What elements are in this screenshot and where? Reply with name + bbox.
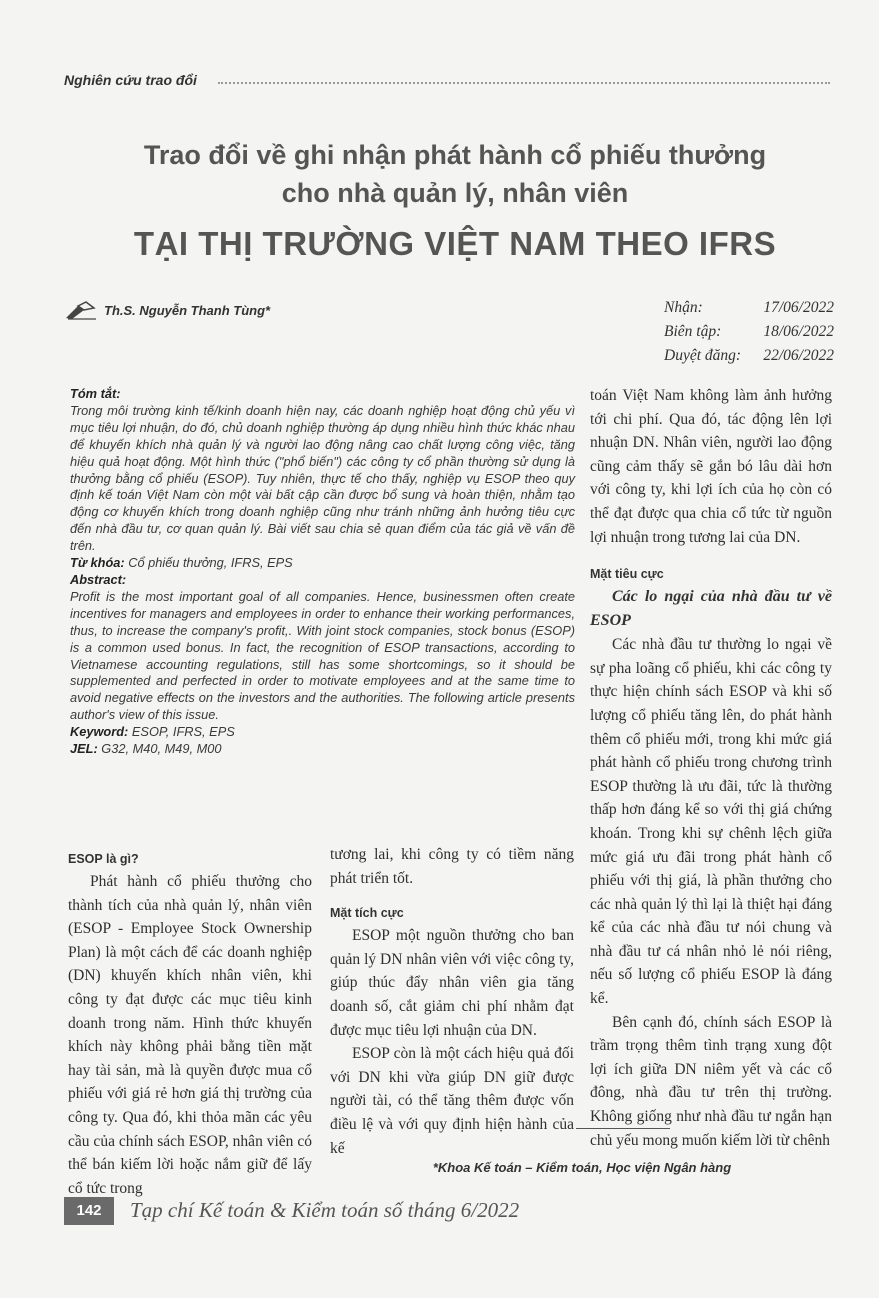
column-left [68,848,312,1200]
paragraph: Các nhà đầu tư thường lo ngại về sự pha loãng cổ phiếu, khi các công ty thực hiện chính sách ESOP và khi số lượng cổ phiếu tăng lên, do phát hành thêm cổ phiếu mới, trong khi mức giá phát hành cổ phiếu trong chương trình ESOP thường là ưu đãi, tức là thường thấp hơn đáng kể so với thị giá chứng khoán. Trong khi sự chênh lệch giữa mức giá ưu đãi trong phát hành cổ phiếu với thị giá, là phần thưởng cho các nhà quản lý thì lại là thiệt hại đáng kể của các nhà đầu tư nói chung và nhà đầu tư cá nhân nhỏ lẻ nói riêng, nếu số lượng cổ phiếu ESOP là đáng kể. [590,636,832,1008]
summary-label: Tóm tắt: [70,386,121,401]
author-byline [64,300,270,320]
title-line-2: cho nhà quản lý, nhân viên [281,178,629,208]
title-line-1: Trao đổi về ghi nhận phát hành cổ phiếu thưởng [143,140,767,170]
paragraph: Bên cạnh đó, chính sách ESOP là trầm trọng thêm tình trạng xung đột lợi ích giữa DN niêm yết và các cổ đông, nhà đầu tư trên thị trường. Không giống như nhà đầu tư ngắn hạn chủ yếu mong muốn kiếm lời từ chênh [590,1013,832,1149]
paragraph: tương lai, khi công ty có tiềm năng phát triển tốt. [330,846,574,887]
article-title [60,136,850,268]
date-edited: Biên tập: 18/06/2022 [664,323,834,340]
date-approved: Duyệt đăng: 22/06/2022 [664,347,834,364]
header-divider [218,82,830,84]
paragraph: toán Việt Nam không làm ảnh hưởng tới chi phí. Qua đó, tác động lên lợi nhuận DN. Nhân viên, người lao động cũng cảm thấy sẽ gắn bó lâu dài hơn với công ty, khi lợi ích của họ còn có thể đạt được qua chia cổ tức từ nguồn lợi nhuận trong tương lai của DN. [590,387,832,546]
jel-codes: JEL: G32, M40, M49, M00 [70,741,222,757]
abstract-box [70,386,575,758]
footnote-divider [576,1128,670,1129]
column-right [590,384,832,1152]
page-number: 142 [64,1197,114,1225]
heading-negative: Mặt tiêu cực [590,567,664,582]
author-name: Th.S. Nguyễn Thanh Tùng* [104,302,271,318]
subheading-investor-concerns: Các lo ngại của nhà đầu tư về ESOP [590,588,832,630]
paragraph: ESOP một nguồn thưởng cho ban quản lý DN nhân viên với việc công ty, giúp thúc đẩy nhân viên gia tăng doanh số, cắt giảm chi phí nhằm đạt được mục tiêu lợi nhuận của DN. [330,927,574,1039]
summary-text: Trong môi trường kinh tế/kinh doanh hiện nay, các doanh nghiệp hoạt động chủ yếu vì mục tiêu lợi nhuận, do đó, chủ doanh nghiệp thường áp dụng nhiều hình thức khác nhau để khuyến khích nhà quản lý và người lao động nâng cao chất lượng công việc, tăng hiệu quả hoạt động. Một hình thức ("phổ biến") các công ty cổ phần thường sử dụng là thưởng bằng cổ phiếu (ESOP). Tuy nhiên, thực tế cho thấy, nghiệp vụ ESOP theo quy định kế toán Việt Nam còn một vài bất cập cần được bổ sung và hoàn thiện, nhằm tạo động cơ khuyến khích trong doanh nghiệp cũng như tránh những ảnh hưởng tiêu cực đến nhà đầu tư, cơ quan quản lý. Bài viết sau chia sẻ quan điểm của tác giả về vấn đề trên. [70,402,575,554]
paragraph: Phát hành cổ phiếu thưởng cho thành tích của nhà quản lý, nhân viên (ESOP - Employee Stock Ownership Plan) là một cách để các doanh nghiệp (DN) khuyến khích nhân viên, khi công ty đạt được các mục tiêu kinh doanh trong năm. Hình thức khuyến khích này không phải bằng tiền mặt hay tài sản, mà là quyền được mua cổ phiếu với giá rẻ hơn giá thị trường của công ty. Qua đó, khi thỏa mãn các yêu cầu của chính sách ESOP, nhân viên có thể bán kiếm lời hoặc nắm giữ để lấy cổ tức trong [68,873,312,1197]
pen-icon [64,300,98,320]
abstract-label: Abstract: [70,571,127,587]
date-block [664,296,834,368]
column-middle [330,843,574,1160]
section-label: Nghiên cứu trao đổi [64,72,197,88]
vi-keywords: Từ khóa: Cổ phiếu thưởng, IFRS, EPS [70,555,293,571]
abstract-text: Profit is the most important goal of all companies. Hence, businessmen often create incentives for managers and employees in order to enhance their working performances, thus, to increase the company's profit,. With joint stock companies, stock bonus (ESOP) is a common used bonus. In fact, the recognition of ESOP transactions, according to Vietnamese accounting regulations, still has some shortcomings, so it should be supplemented and perfected in order to motivate employees and at the same time to avoid negative effects on the investors and the authorities. The following article presents author's view of this issue. [70,588,575,723]
author-affiliation-footnote: *Khoa Kế toán – Kiểm toán, Học viện Ngân hàng [432,1160,732,1175]
heading-positive: Mặt tích cực [330,906,404,921]
date-received: Nhận: 17/06/2022 [664,299,834,316]
title-line-3: TẠI THỊ TRƯỜNG VIỆT NAM THEO IFRS [133,225,777,262]
heading-what-is-esop: ESOP là gì? [68,852,139,866]
en-keywords: Keyword: ESOP, IFRS, EPS [70,724,235,740]
journal-name: Tạp chí Kế toán & Kiểm toán số tháng 6/2022 [130,1198,520,1222]
paragraph: ESOP còn là một cách hiệu quả đối với DN khi vừa giúp DN giữ được người tài, có thể tăng thêm được vốn điều lệ và với quy định hiện hành của kế [330,1045,574,1157]
